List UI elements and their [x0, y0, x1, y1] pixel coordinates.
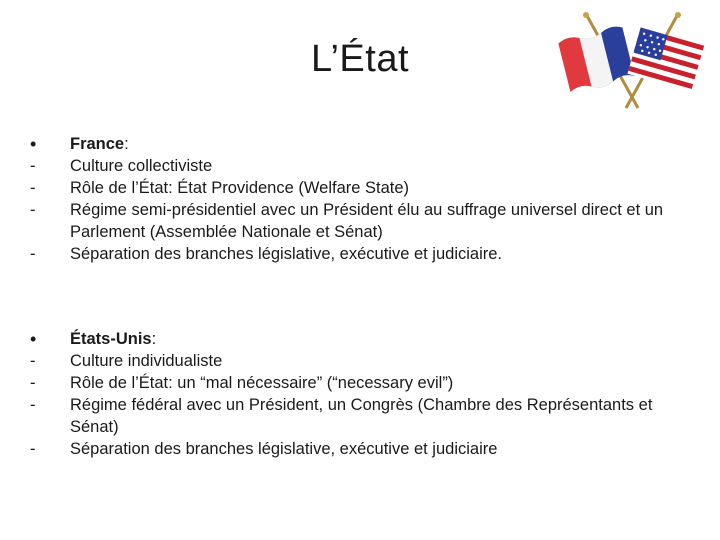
usa-section	[30, 328, 690, 460]
bullet-icon: •	[30, 134, 37, 154]
dash-marker: -	[30, 179, 36, 197]
dash-marker: -	[30, 396, 36, 414]
dash-marker: -	[30, 245, 36, 263]
us-pole-finial	[675, 12, 681, 18]
dash-marker: -	[30, 440, 36, 458]
list-item-text: Rôle de l’État: un “mal nécessaire” (“necessary evil”)	[70, 374, 454, 392]
list-item	[30, 243, 690, 265]
list-item	[30, 438, 690, 460]
dash-marker: -	[30, 352, 36, 370]
list-item-text: Culture collectiviste	[70, 157, 213, 175]
list-item-text: Séparation des branches législative, exécutive et judiciaire.	[70, 245, 502, 263]
list-item	[30, 199, 690, 243]
dash-marker: -	[30, 201, 36, 219]
france-heading: France	[70, 135, 125, 153]
list-item-text: Séparation des branches législative, exécutive et judiciaire	[70, 440, 498, 458]
france-heading-colon: :	[124, 135, 129, 153]
dash-marker: -	[30, 157, 36, 175]
list-item-text: Rôle de l’État: État Providence (Welfare State)	[70, 179, 410, 197]
usa-heading: États-Unis	[70, 330, 152, 348]
bullet-icon: •	[30, 329, 37, 349]
france-section	[30, 133, 690, 265]
dash-marker: -	[30, 374, 36, 392]
list-item	[30, 350, 690, 372]
usa-heading-row	[30, 328, 690, 350]
french-pole-finial	[583, 12, 589, 18]
france-heading-row	[30, 133, 690, 155]
list-item	[30, 155, 690, 177]
crossed-flags-icon	[546, 12, 716, 112]
list-item	[30, 394, 690, 438]
list-item-text: Régime semi-présidentiel avec un Président élu au suffrage universel direct et un Parlement (Assemblée Nationale et Sénat)	[70, 201, 664, 241]
slide-title: L’État	[310, 38, 410, 80]
list-item	[30, 177, 690, 199]
list-item	[30, 372, 690, 394]
list-item-text: Régime fédéral avec un Président, un Congrès (Chambre des Représentants et Sénat)	[70, 396, 653, 436]
usa-heading-colon: :	[151, 330, 157, 348]
list-item-text: Culture individualiste	[70, 352, 223, 370]
